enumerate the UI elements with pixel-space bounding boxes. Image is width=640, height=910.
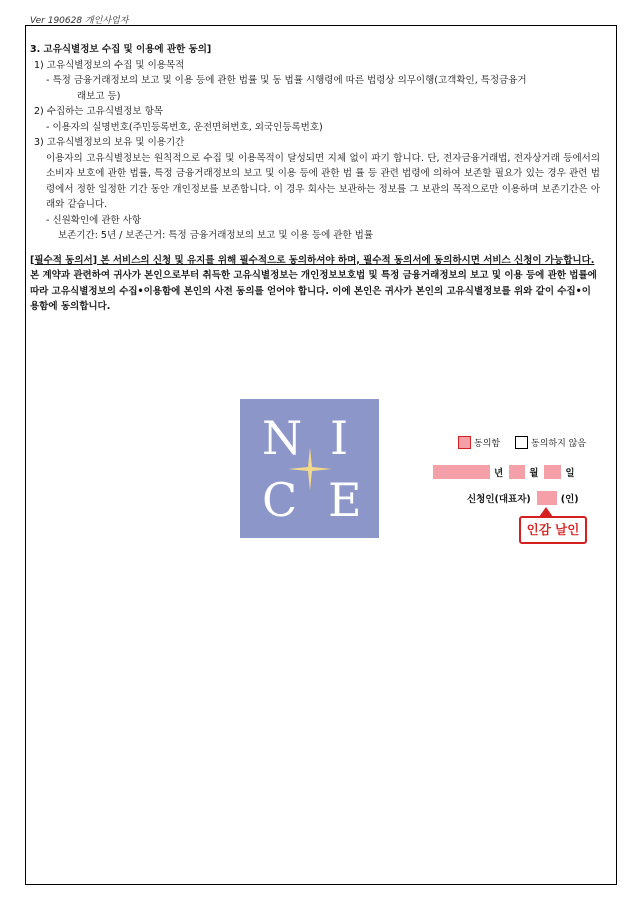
item3-retention: 보존기간: 5년 / 보존근거: 특정 금융거래정보의 보고 및 이용 등에 관한 법률 — [58, 230, 373, 241]
disagree-option[interactable] — [515, 436, 586, 449]
day-field[interactable] — [544, 465, 561, 479]
item3-paragraph: 이용자의 고유식별정보는 원칙적으로 수집 및 이용목적이 달성되면 지체 없이 파기 합니다. 단, 전자금융거래법, 전자상거래 등에서의 소비자 보호에 관한 법률, 특정 금융거래정보의 보고 및 이용 등에 관한 법 률 등 관련 법령에 의하여 보존할 필요가 있는 경우 관련 법령에서 정한 일정한 기간 동안 개인정보를 보존합니다. 이 경우 회사는 보관하는 정보를 그 보관의 목적으로만 이용하며 보존기간은 아래와 같습니다. — [46, 152, 600, 210]
month-unit: 월 — [529, 468, 539, 479]
consent-text — [30, 42, 600, 315]
required-notice: [필수적 동의서] 본 서비스의 신청 및 유지를 위해 필수적으로 동의하셔야 하며, 필수적 동의서에 동의하시면 서비스 신청이 가능합니다. — [30, 254, 595, 266]
item1-title: 1) 고유식별정보의 수집 및 이용목적 — [34, 59, 185, 71]
agree-checkbox[interactable] — [458, 436, 471, 449]
seal-mark: (인) — [560, 494, 579, 505]
agree-option[interactable] — [458, 436, 500, 449]
item3-title: 3) 고유식별정보의 보유 및 이용기간 — [34, 137, 185, 148]
applicant-label: 신청인(대표자) — [467, 494, 531, 505]
item3-sub: - 신원확인에 관한 사항 — [46, 214, 142, 226]
disagree-label: 동의하지 않음 — [531, 439, 587, 449]
day-unit: 일 — [565, 468, 575, 479]
sparkle-icon — [288, 447, 332, 491]
item1-line1: - 특정 금융거래정보의 보고 및 이용 등에 관한 법률 및 동 법률 시행령에 따른 법령상 의무이행(고객확인, 특정금융거 — [46, 75, 527, 86]
seal-stamp-callout: 인감 날인 — [519, 516, 587, 544]
logo-letter-i: I — [330, 411, 349, 465]
signature-line — [467, 491, 579, 505]
version-label: Ver 190628 개인사업자 — [30, 16, 129, 26]
logo-letter-n: N — [262, 411, 303, 465]
section-title: 3. 고유식별정보 수집 및 이용에 관한 동의] — [30, 44, 212, 55]
disagree-checkbox[interactable] — [515, 436, 528, 449]
logo-letter-c: C — [262, 473, 298, 527]
agree-label: 동의함 — [474, 439, 501, 449]
logo-letter-e: E — [328, 473, 362, 527]
agreement-statement: 본 계약과 관련하여 귀사가 본인으로부터 취득한 고유식별정보는 개인정보보호법 및 특정 금융거래정보의 보고 및 이용 등에 관한 법률에 따라 고유식별정보의 수집•이용함에 본인의 사전 동의를 얻어야 합니다. 이에 본인은 귀사가 본인의 고유식별정보를 위와 같이 수집•이용함에 동의합니다. — [30, 270, 597, 312]
date-line — [433, 465, 581, 479]
year-field[interactable] — [433, 465, 490, 479]
month-field[interactable] — [509, 465, 525, 479]
item2-title: 2) 수집하는 고유식별정보 항목 — [34, 106, 163, 117]
year-unit: 년 — [494, 468, 504, 479]
applicant-name-field[interactable] — [537, 491, 557, 505]
nice-logo — [240, 399, 379, 538]
item2-line1: - 이용자의 실명번호(주민등록번호, 운전면허번호, 외국인등록번호) — [46, 121, 323, 133]
item1-line2: 래보고 등) — [77, 90, 121, 102]
